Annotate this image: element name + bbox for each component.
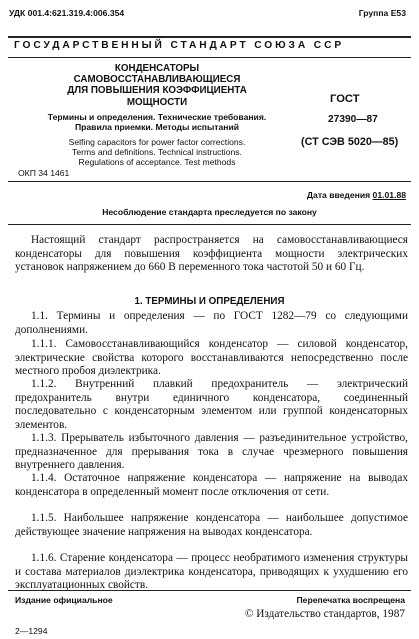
compliance-note: Несоблюдение стандарта преследуется по закону — [102, 207, 317, 217]
standard-banner: ГОСУДАРСТВЕННЫЙ СТАНДАРТ СОЮЗА ССР — [14, 40, 345, 51]
clause-1-1-2: 1.1.2. Внутренний плавкий предохранитель — электрический предохранитель внутри единичного конденсатора, соединенный последовательно с конденсаторным элементом или группой конденсаторных элементов. — [15, 378, 408, 431]
gost-number: 27390—87 — [328, 114, 378, 125]
footer-rule — [8, 590, 411, 591]
clause-1-1-4: 1.1.4. Остаточное напряжение конденсатора — напряжение на выводах конденсатора в определенный момент после отключения от сети. — [15, 472, 408, 498]
reprint-prohibited: Перепечатка воспрещена — [296, 595, 405, 605]
subtitle-ru: Термины и определения. Технические требования. Правила приемки. Методы испытаний — [47, 112, 267, 133]
header-bottom-rule — [8, 181, 411, 182]
clause-1-1-5: 1.1.5. Наибольшее напряжение конденсатора — наибольшее допустимое действующее значение напряжения на выводах конденсатора. — [15, 512, 408, 538]
effective-date: Дата введения 01.01.88 — [306, 190, 406, 200]
gost-label: ГОСТ — [330, 93, 360, 105]
intro-rule — [8, 224, 411, 225]
top-rule — [8, 36, 411, 38]
st-sev-number: (СТ СЭВ 5020—85) — [301, 136, 399, 148]
scope-paragraph: Настоящий стандарт распространяется на самовосстанавливающиеся конденсаторы для повышения коэффициента мощности электрических установок напряжением до 660 В переменного тока частотой 50 и 60 Гц. — [15, 234, 408, 274]
clause-1-1-6: 1.1.6. Старение конденсатора — процесс необратимого изменения структуры и состава материалов диэлектрика конденсатора, приводящих к ухудшению его эксплуатационных свойств. — [15, 552, 408, 592]
official-edition: Издание официальное — [15, 595, 113, 605]
subtitle-en: Selfing capacitors for power factor corrections. Terms and definitions. Technical instructions. Regulations of acceptance. Test methods — [68, 137, 246, 168]
copyright: © Издательство стандартов, 1987 — [244, 608, 405, 620]
udc-code: УДК 001.4:621.319.4:006.354 — [9, 8, 125, 18]
clause-1-1: 1.1. Термины и определения — по ГОСТ 1282—79 со следующими дополнениями. — [15, 310, 408, 336]
clause-1-1-3: 1.1.3. Прерыватель избыточного давления — разъединительное устройство, предназначенное для прерывания тока в случае чрезмерного повышения внутреннего давления. — [15, 432, 408, 472]
clause-1-1-1: 1.1.1. Самовосстанавливающийся конденсатор — силовой конденсатор, электрические свойства которого восстанавливаются непосредственно после местного пробоя диэлектрика. — [15, 338, 408, 378]
print-code: 2—1294 — [15, 626, 48, 636]
group-code: Группа Е53 — [358, 8, 406, 18]
section-heading: 1. ТЕРМИНЫ И ОПРЕДЕЛЕНИЯ — [134, 296, 285, 307]
banner-rule — [8, 57, 411, 58]
okp-code: ОКП 34 1461 — [18, 168, 70, 178]
document-title: КОНДЕНСАТОРЫ САМОВОССТАНАВЛИВАЮЩИЕСЯ ДЛЯ ПОВЫШЕНИЯ КОЭФФИЦИЕНТА МОЩНОСТИ — [67, 63, 247, 108]
